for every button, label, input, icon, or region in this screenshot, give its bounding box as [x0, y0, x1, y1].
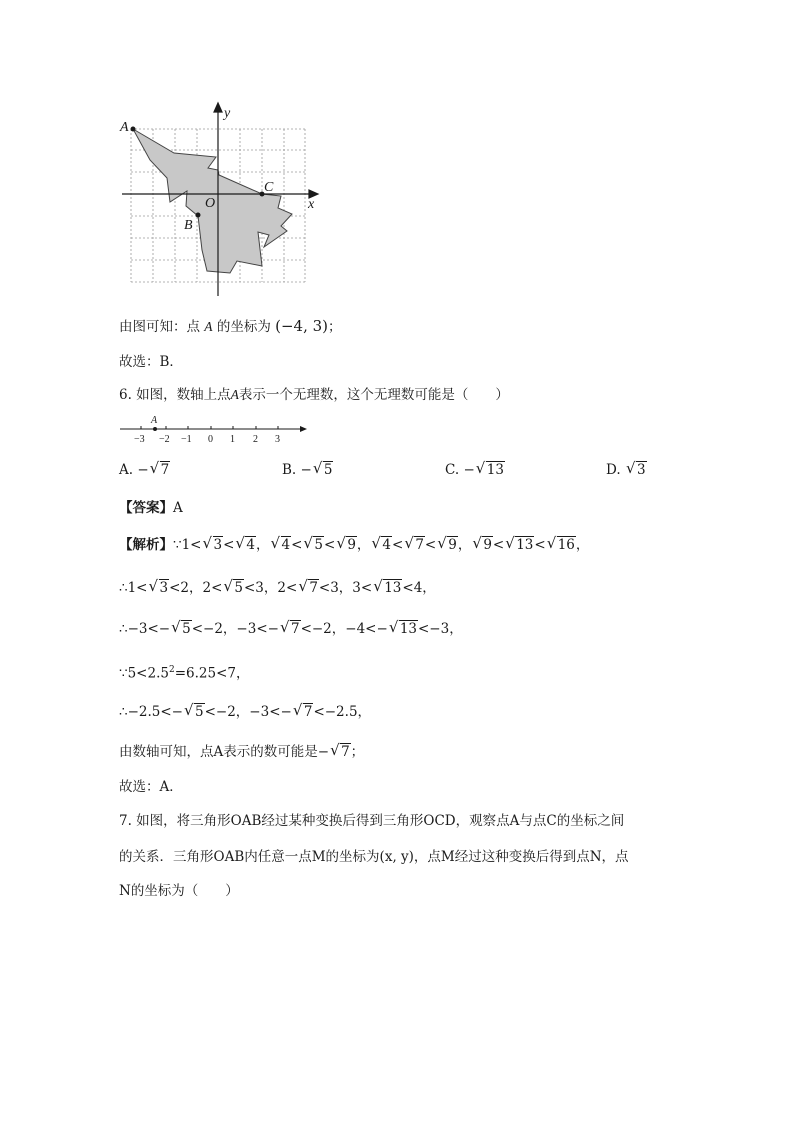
analysis-line-4: $\because 5<2.5^2=6.25<7$， — [119, 665, 250, 682]
analysis-line-2: ∴1<√ 3<2，2<√ 5<3，2<√ 7<3，3<√ 13<4， — [119, 578, 436, 598]
label-B: B — [184, 218, 193, 233]
point-A-marker — [153, 427, 157, 431]
option-a[interactable]: A. −√ 7 — [119, 460, 170, 480]
analysis-line-1: 【解析】∵1<√ 3<√ 4，√ 4<√ 5<√ 9，√ 4<√ 7<√ 9，√ 9<√ 13<√ 16， — [119, 535, 589, 555]
q6-options — [119, 460, 679, 482]
q5-answer: 故选：B． — [119, 354, 183, 370]
label-y: y — [224, 106, 231, 121]
label-O: O — [205, 196, 216, 211]
coordinate-figure — [0, 0, 794, 300]
number-line — [116, 412, 316, 446]
option-d[interactable]: D. √ 3 — [606, 460, 647, 480]
point-A — [131, 127, 136, 132]
tick-label: 3 — [275, 434, 280, 445]
option-b[interactable]: B. −√ 5 — [282, 460, 333, 480]
tick-label: 2 — [253, 434, 258, 445]
q7-line-1: 7. 如图，将三角形OAB经过某种变换后得到三角形OCD，观察点A与点C的坐标之间 — [119, 813, 625, 829]
tick-label: 0 — [208, 434, 213, 445]
label-x: x — [308, 197, 315, 212]
q7-line-3: N的坐标为（ ） — [119, 883, 239, 899]
q6-stem: 6. 如图，数轴上点A表示一个无理数，这个无理数可能是（ ） — [119, 387, 509, 403]
q6-final-answer: 故选：A． — [119, 779, 183, 795]
q5-conclusion: 由图可知：点 A 的坐标为 (−4, 3)； — [119, 317, 342, 335]
label-C: C — [264, 180, 274, 195]
analysis-conclusion: 由数轴可知，点A表示的数可能是−√ 7； — [119, 742, 364, 762]
numberline-point-label: A — [151, 415, 158, 426]
analysis-line-5: ∴−2.5<−√ 5<−2，−3<−√ 7<−2.5， — [119, 702, 371, 722]
q7-line-2: 的关系．三角形OAB内任意一点M的坐标为(x, y)，点M经过这种变换后得到点N，点 — [119, 849, 629, 865]
point-B — [196, 213, 201, 218]
tick-label: 1 — [230, 434, 235, 445]
analysis-line-3: ∴−3<−√ 5<−2，−3<−√ 7<−2，−4<−√ 13<−3， — [119, 619, 463, 639]
label-A: A — [120, 120, 129, 135]
tick-label: −3 — [134, 434, 145, 445]
option-c[interactable]: C. −√ 13 — [445, 460, 505, 480]
q6-answer: 【答案】A — [119, 500, 183, 516]
tick-label: −2 — [159, 434, 170, 445]
tick-label: −1 — [181, 434, 192, 445]
